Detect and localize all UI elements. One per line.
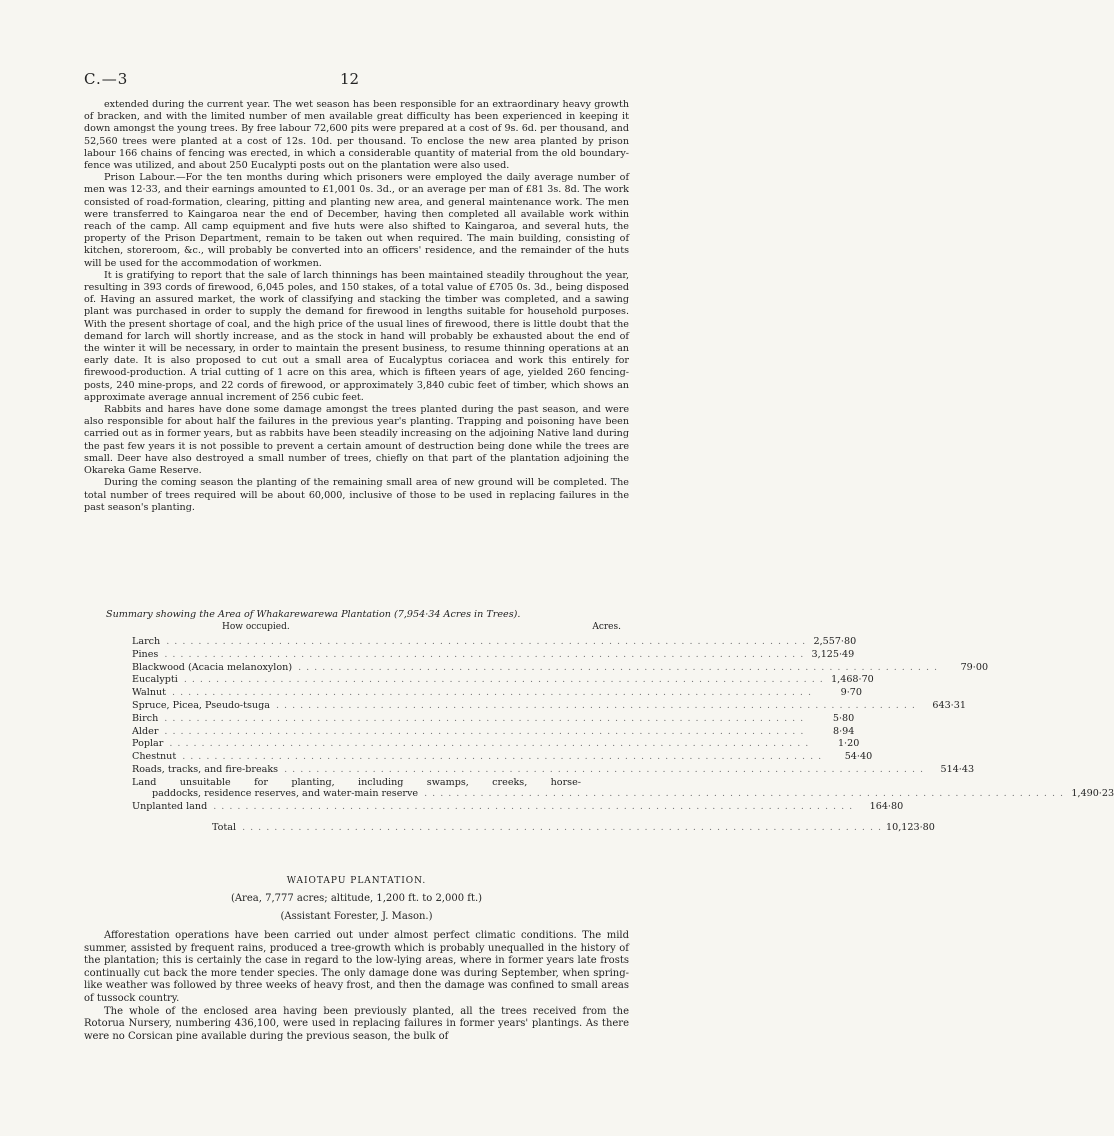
row-label: Poplar xyxy=(132,738,164,750)
document-reference: C.—3 xyxy=(84,70,129,88)
row-acres: 9·70 xyxy=(840,687,862,699)
row-acres: 2,557·80 xyxy=(813,636,857,647)
row-acres: 643·31 xyxy=(932,699,966,711)
table-row: Unplanted land ................................................................................ 164·80 xyxy=(132,800,904,812)
row-acres: 1,490·23 xyxy=(1071,787,1114,799)
table-row: Blackwood (Acacia melanoxylon) ................................................................................ 79·00 xyxy=(132,661,989,673)
row-label: Roads, tracks, and fire-breaks xyxy=(132,763,279,775)
column-header-acres: Acres. xyxy=(592,622,621,632)
paragraph: It is gratifying to report that the sale of larch thinnings has been maintained steadily throughout the year, resulting in 393 cords of firewood, 6,045 poles, and 150 stakes, of a total value of £705 0s. 3d., being disposed of. Having an assured market, the work of classifying and stacking the timber was completed, and a sawing plant was purchased in order to supply the demand for firewood in lengths suitable for household purposes. With the present shortage of coal, and the high price of the usual lines of firewood, there is little doubt that the demand for larch will shortly increase, and as the stock in hand will probably be exhausted about the end of the winter it will be necessary, in order to maintain the present business, to resume thinning operations at an early date. It is also proposed to cut out a small area of Eucalyptus coriacea and work this entirely for firewood-production. A trial cutting of 1 acre on this area, which is fifteen years of age, yielded 260 fencing-posts, 240 mine-props, and 22 cords of firewood, or approximately 3,840 cubic feet of timber, which shows an approximate average annual increment of 256 cubic feet. xyxy=(84,269,629,403)
row-label: Chestnut xyxy=(132,751,177,763)
section-forester: (Assistant Forester, J. Mason.) xyxy=(280,911,433,922)
row-label: Larch xyxy=(132,636,161,647)
total-label: Total xyxy=(212,822,237,834)
table-row: Walnut ................................................................................ 9·70 xyxy=(132,687,862,699)
table-row: Pines ................................................................................ 3,125·49 xyxy=(132,648,855,660)
table-body xyxy=(132,636,1114,835)
row-label: Land unsuitable for planting, including swamps, creeks, horse- xyxy=(132,776,581,788)
row-acres: 164·80 xyxy=(869,800,904,812)
paragraph: Prison Labour.—For the ten months during which prisoners were employed the daily average number of men was 12·33, and their earnings amounted to £1,001 0s. 3d., or an average per man of £81 3s. 8d. The work consisted of road-formation, clearing, pitting and planting new area, and general maintenance work. The men were transferred to Kaingaroa near the end of December, having then completed all available work within reach of the camp. All camp equipment and five huts were also shifted to Kaingaroa, and several huts, the property of the Prison Department, remain to be taken out when required. The main building, consisting of kitchen, storeroom, &c., will probably be converted into an officers' residence, and the remainder of the huts will be used for the accommodation of workmen. xyxy=(84,172,629,269)
row-label: Birch xyxy=(132,712,159,724)
row-acres: 5·80 xyxy=(832,712,855,724)
row-label: Alder xyxy=(132,725,159,737)
row-acres: 54·40 xyxy=(844,751,873,763)
section-title: WAIOTAPU PLANTATION. xyxy=(286,876,427,886)
page-number: 12 xyxy=(340,70,360,88)
row-label: Pines xyxy=(132,648,159,660)
column-header-how-occupied: How occupied. xyxy=(222,622,290,632)
table-row: Poplar ................................................................................ 1·20 xyxy=(132,738,860,750)
page-header xyxy=(84,70,616,94)
table-header xyxy=(84,622,629,636)
row-label: Eucalypti xyxy=(132,674,178,686)
total-row: Total ................................................................................ 10,123·80 xyxy=(132,822,629,835)
table-row: Chestnut ................................................................................ 54·40 xyxy=(132,751,873,763)
paragraph: Afforestation operations have been carried out under almost perfect climatic conditions. The mild summer, assisted by frequent rains, produced a tree-growth which is probably unequalled in the history of the plantation; this is certainly the case in regard to the low-lying areas, where in former years late frosts continually cut back the more tender species. The only damage done was during September, when spring-like weather was followed by three weeks of heavy frost, and then the damage was confined to small areas of tussock country. xyxy=(84,930,629,1004)
table-row: Eucalypti ................................................................................ 1,468·70 xyxy=(132,674,874,686)
row-acres: 1,468·70 xyxy=(831,674,874,686)
row-label: Blackwood (Acacia melanoxylon) xyxy=(132,661,293,673)
row-label-continued: paddocks, residence reserves, and water-main reserve xyxy=(152,787,419,799)
paragraph: Rabbits and hares have done some damage amongst the trees planted during the past season, and were also responsible for about half the failures in the previous year's planting. Trapping and poisoning have been carried out as in former years, but as rabbits have been steadily increasing on the adjoining Native land during the past few years it is not possible to prevent a certain amount of destruction being done while the trees are small. Deer have also destroyed a small number of trees, chiefly on that part of the plantation adjoining the Okareka Game Reserve. xyxy=(84,404,629,477)
table-row: Birch ................................................................................ 5·80 xyxy=(132,712,855,724)
paragraph: extended during the current year. The wet season has been responsible for an extraordinary heavy growth of bracken, and with the limited number of men available great difficulty has been experienced in keeping it down amongst the young trees. By free labour 72,600 pits were prepared at a cost of 9s. 6d. per thousand, and 52,560 trees were planted at a cost of 12s. 10d. per thousand. To enclose the new area planted by prison labour 166 chains of fencing was erected, in which a considerable quantity of material from the old boundary-fence was utilized, and about 250 Eucalypti posts out on the plantation were also used. xyxy=(84,99,629,172)
row-label: Walnut xyxy=(132,687,167,699)
row-label: Spruce, Picea, Pseudo-tsuga xyxy=(132,699,270,711)
table-row: Alder ................................................................................ 8·94 xyxy=(132,725,855,737)
row-acres: 79·00 xyxy=(960,661,989,673)
row-acres: 3,125·49 xyxy=(811,648,855,660)
row-acres: 514·43 xyxy=(940,763,975,775)
row-acres: 1·20 xyxy=(837,738,860,750)
area-summary-table xyxy=(84,609,1114,835)
table-title: Summary showing the Area of Whakarewarewa Plantation (7,954·34 Acres in Trees). xyxy=(106,609,521,620)
section-body xyxy=(84,930,629,1043)
table-row: Larch ................................................................................ 2,557·80 xyxy=(132,636,857,647)
table-row: Roads, tracks, and fire-breaks ................................................................................ 514·43 xyxy=(132,763,975,775)
section-area: (Area, 7,777 acres; altitude, 1,200 ft. to 2,000 ft.) xyxy=(230,893,483,904)
row-acres: 8·94 xyxy=(833,725,855,737)
report-body xyxy=(84,99,629,514)
total-acres: 10,123·80 xyxy=(886,822,935,834)
table-row: Spruce, Picea, Pseudo-tsuga ................................................................................ 643·31 xyxy=(132,699,966,711)
paragraph: The whole of the enclosed area having been previously planted, all the trees received from the Rotorua Nursery, numbering 436,100, were used in replacing failures in former years' plantings. As there were no Corsican pine available during the previous season, the bulk of xyxy=(84,1005,629,1042)
paragraph: During the coming season the planting of the remaining small area of new ground will be completed. The total number of trees required will be about 60,000, inclusive of those to be used in replacing failures in the past season's planting. xyxy=(84,477,629,513)
table-row: Land unsuitable for planting, including swamps, creeks, horse- paddocks, residence reserves, and water-main reserve ................................................................................ 1,490·23 xyxy=(132,776,1114,799)
row-label: Unplanted land xyxy=(132,800,208,812)
